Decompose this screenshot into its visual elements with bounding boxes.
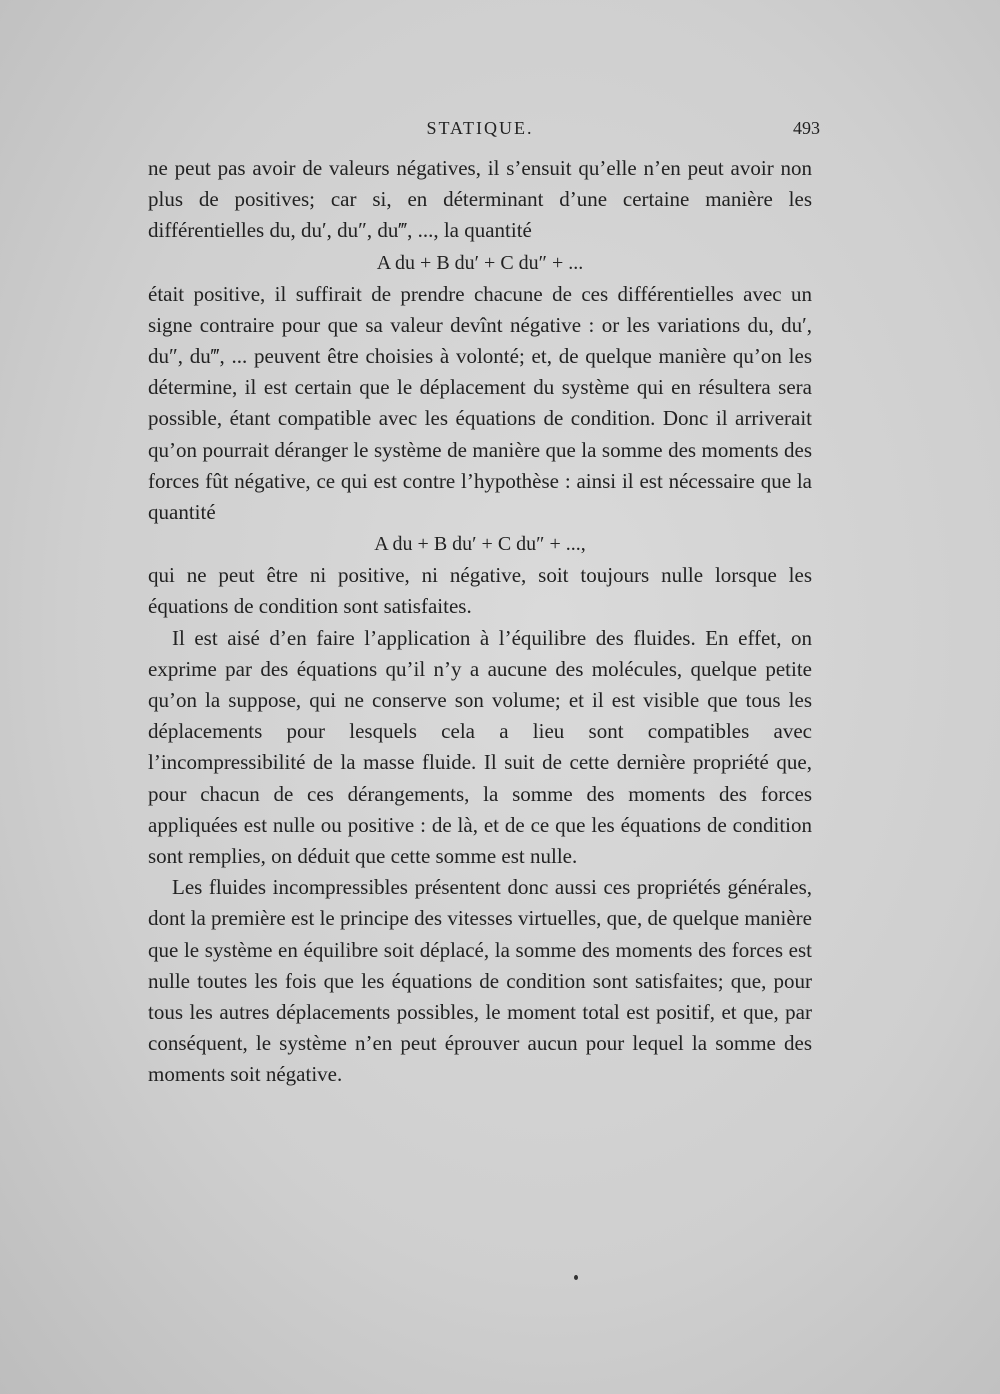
formula-1: A du + B du′ + C du″ + ... xyxy=(376,251,584,274)
paragraph-5: Les fluides incompressibles présentent donc aussi ces propriétés générales, dont la première est le principe des vitesses virtuelles, que, de quelque manière que le système en équilibre soit déplacé, la somme des moments des forces est nulle toutes les fois que les équations de condition sont satisfaites; que, pour tous les autres déplacements possibles, le moment total est positif, et que, par conséquent, le système n’en peut éprouver aucun pour lequel la somme des moments soit négative. xyxy=(148,875,812,1087)
running-head xyxy=(148,116,820,146)
paragraph-1: ne peut pas avoir de valeurs négatives, il s’ensuit qu’elle n’en peut avoir non plus de positives; car si, en déterminant d’une certaine manière les différentielles du, du′, du″, du‴, ..., la quantité xyxy=(148,156,812,243)
ink-speck xyxy=(574,1275,578,1280)
formula-2: A du + B du′ + C du″ + ..., xyxy=(374,533,586,556)
paragraph-2: était positive, il suffirait de prendre chacune de ces différentielles avec un signe contraire pour que sa valeur devînt négative : or les variations du, du′, du″, du‴, ... peuvent être choisies à volonté; et, de quelque manière qu’on les détermine, il est certain que le déplacement du système qui en résultera sera possible, étant compatible avec les équations de condition. Donc il arriverait qu’on pourrait déranger le système de manière que la somme des moments des forces fût négative, ce qui est contre l’hypothèse : ainsi il est nécessaire que la quantité xyxy=(148,281,812,525)
body-text xyxy=(148,153,812,1091)
paragraph-3: qui ne peut être ni positive, ni négative, soit toujours nulle lorsque les équations de condition sont satisfaites. xyxy=(148,563,812,619)
page-number: 493 xyxy=(793,118,820,138)
running-head-title: STATIQUE. xyxy=(426,118,534,138)
paragraph-4: Il est aisé d’en faire l’application à l’équilibre des fluides. En effet, on exprime par des équations qu’il n’y a aucune des molécules, quelque petite qu’on la suppose, qui ne conserve son volume; et il est visible que tous les déplacements pour lesquels cela a lieu sont compatibles avec l’incompressibilité de la masse fluide. Il suit de cette dernière propriété que, pour chacun de ces dérangements, la somme des moments des forces appliquées est nulle ou positive : de là, et de ce que les équations de condition sont remplies, on déduit que cette somme est nulle. xyxy=(148,625,812,869)
